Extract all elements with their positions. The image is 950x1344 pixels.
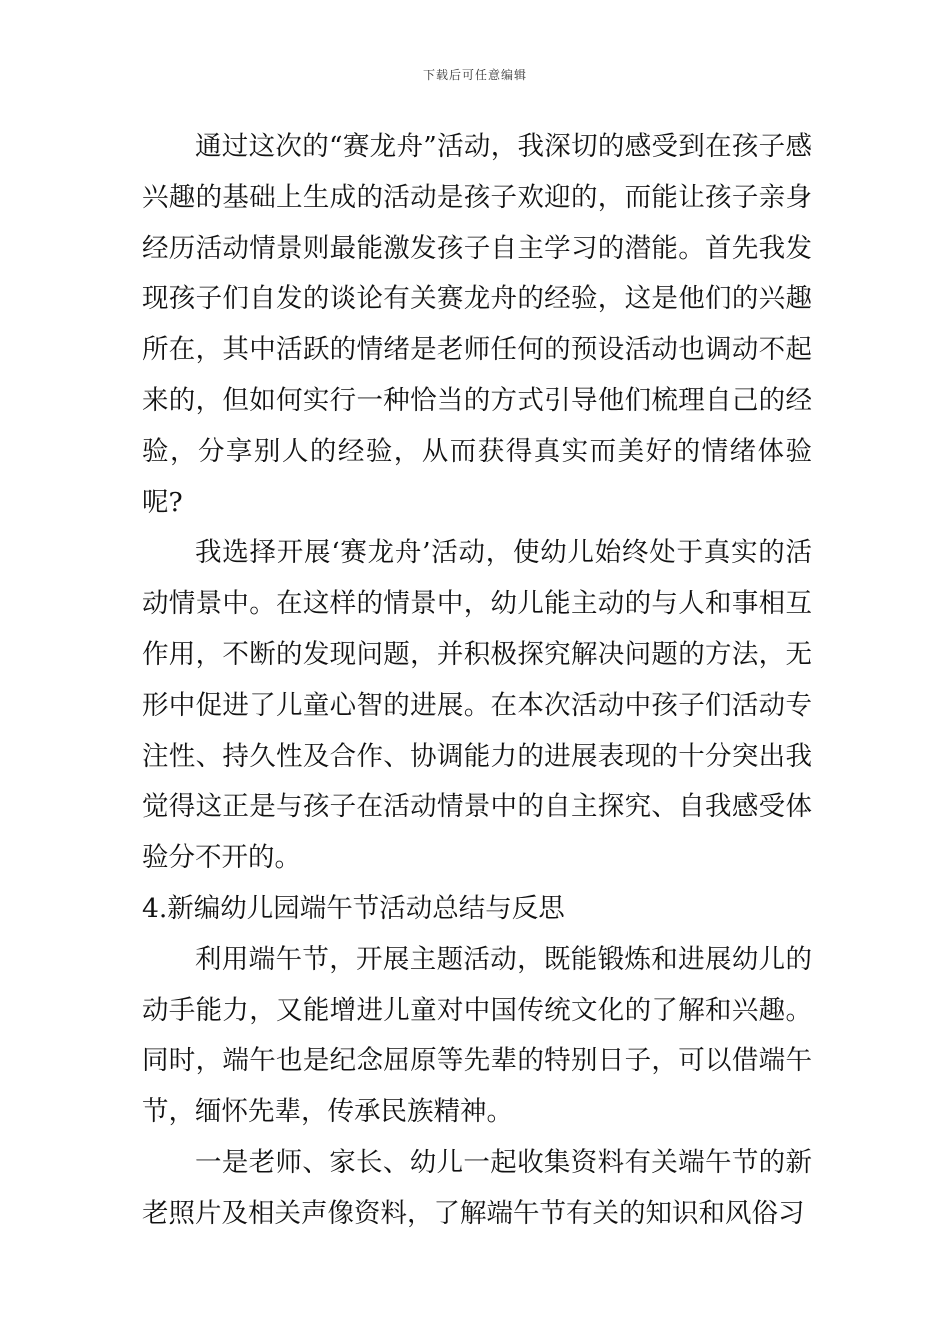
paragraph-3: 利用端午节，开展主题活动，既能锻炼和进展幼儿的动手能力，又能增进儿童对中国传统文化的了解和兴趣。同时，端午也是纪念屈原等先辈的特别日子，可以借端午节，缅怀先辈，传承民族精神。 [142, 943, 812, 1128]
paragraph-2: 我选择开展‘赛龙舟’活动，使幼儿始终处于真实的活动情景中。在这样的情景中，幼儿能主动的与人和事相互作用，不断的发现问题，并积极探究解决问题的方法，无形中促进了儿童心智的进展。在本次活动中孩子们活动专注性、持久性及合作、协调能力的进展表现的十分突出我觉得这正是与孩子在活动情景中的自主探究、自我感受体验分不开的。 [142, 537, 812, 874]
section-heading: 4.新编幼儿园端午节活动总结与反思 [142, 892, 565, 924]
page-header: 下载后可任意编辑 [422, 68, 527, 82]
paragraph-4: 一是老师、家长、幼儿一起收集资料有关端午节的新老照片及相关声像资料，了解端午节有关的知识和风俗习 [142, 1146, 812, 1229]
paragraph-1: 通过这次的“赛龙舟”活动，我深切的感受到在孩子感兴趣的基础上生成的活动是孩子欢迎的，而能让孩子亲身经历活动情景则最能激发孩子自主学习的潜能。首先我发现孩子们自发的谈论有关赛龙舟的经验，这是他们的兴趣所在，其中活跃的情绪是老师任何的预设活动也调动不起来的，但如何实行一种恰当的方式引导他们梳理自己的经验，分享别人的经验，从而获得真实而美好的情绪体验呢? [142, 131, 812, 518]
document-body [142, 122, 812, 1240]
